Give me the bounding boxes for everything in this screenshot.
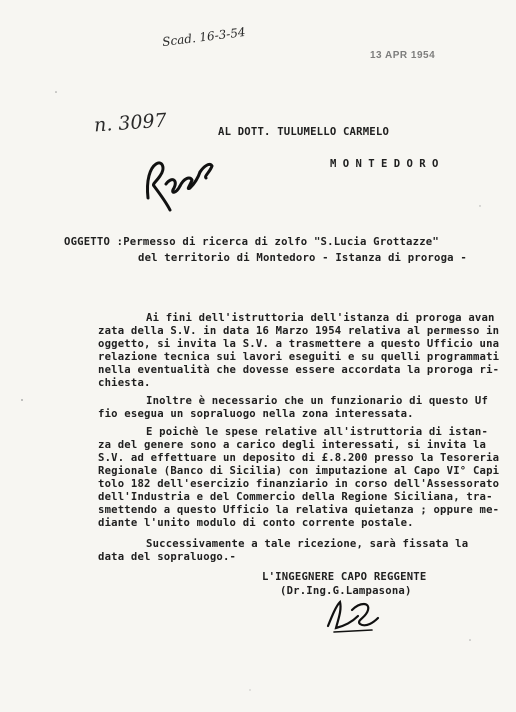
body-p1-l6: chiesta. xyxy=(98,377,151,389)
subject-line-1: OGGETTO :Permesso di ricerca di zolfo "S.Lucia Grottazze" xyxy=(64,236,439,248)
recipient-name: AL DOTT. TULUMELLO CARMELO xyxy=(218,126,390,138)
body-p1-l5: nella eventualità che dovesse essere accordata la proroga ri- xyxy=(98,364,500,376)
body-p2-l2: fio esegua un sopraluogo nella zona interessata. xyxy=(98,408,414,420)
protocol-number: n. 3097 xyxy=(93,109,168,137)
body-p3-l6: dell'Industria e del Commercio della Regione Siciliana, tra- xyxy=(98,491,493,503)
body-p3-l1: E poichè le spese relative all'istruttoria di istan- xyxy=(146,426,489,438)
body-p2-l1: Inoltre è necessario che un funzionario di questo Uf xyxy=(146,395,489,407)
body-p1-l3: oggetto, si invita la S.V. a trasmettere a questo Ufficio una xyxy=(98,338,500,350)
handwritten-deadline-note: Scad. 16-3-54 xyxy=(161,24,247,50)
date-stamp: 13 APR 1954 xyxy=(370,50,436,61)
subject-line-2: del territorio di Montedoro - Istanza di proroga - xyxy=(138,252,467,264)
body-p3-l3: S.V. ad effettuare un deposito di £.8.200 presso la Tesoreria xyxy=(98,452,500,464)
body-p3-l5: tolo 182 dell'esercizio finanziario in corso dell'Assessorato xyxy=(98,478,500,490)
body-p4-l2: data del sopraluogo.- xyxy=(98,551,237,563)
body-p3-l7: smettendo a questo Ufficio la relativa quietanza ; oppure me- xyxy=(98,504,500,516)
handwritten-initial-signature xyxy=(140,150,220,220)
body-p1-l4: relazione tecnica sui lavori eseguiti e su quelli programmati xyxy=(98,351,500,363)
handwritten-signature xyxy=(322,596,382,636)
recipient-place: M O N T E D O R O xyxy=(330,158,439,170)
signature-title: L'INGEGNERE CAPO REGGENTE xyxy=(262,571,427,583)
body-p3-l4: Regionale (Banco di Sicilia) con imputazione al Capo VI° Capi xyxy=(98,465,500,477)
body-p4-l1: Successivamente a tale ricezione, sarà fissata la xyxy=(146,538,469,550)
body-p3-l8: diante l'unito modulo di conto corrente postale. xyxy=(98,517,414,529)
body-p3-l2: za del genere sono a carico degli interessati, si invita la xyxy=(98,439,487,451)
body-p1-l1: Ai fini dell'istruttoria dell'istanza di proroga avan xyxy=(146,312,495,324)
signature-name: (Dr.Ing.G.Lampasona) xyxy=(280,585,412,597)
body-p1-l2: zata della S.V. in data 16 Marzo 1954 relativa al permesso in xyxy=(98,325,500,337)
